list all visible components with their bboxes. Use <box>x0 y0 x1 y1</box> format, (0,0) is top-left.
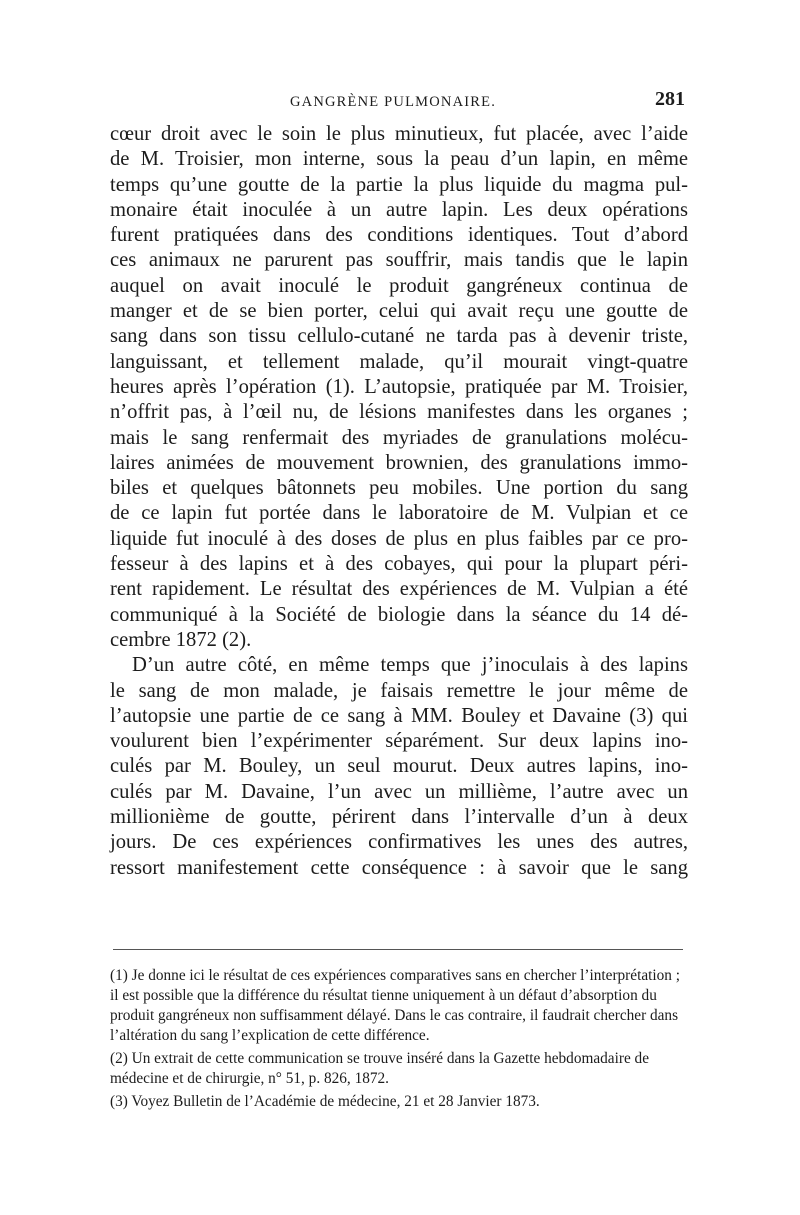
body-line: ressort manifestement cette conséquence : à savoir que le sang <box>110 856 688 879</box>
footnote: (1) Je donne ici le résultat de ces expériences comparatives sans en chercher l’interprétation ; il est possible que la différence du résultat tienne uniquement à un défaut d’absorption du produit gangréneux non suffisamment délayé. Dans le cas contraire, il faudrait chercher dans l’altération du sang l’explication de cette différence. <box>110 967 680 1044</box>
body-line: culés par M. Bouley, un seul mourut. Deux autres lapins, ino- <box>110 755 688 778</box>
footnote-divider <box>113 949 683 950</box>
page-number: 281 <box>655 88 685 110</box>
body-line: communiqué à la Société de biologie dans la séance du 14 dé- <box>110 603 688 626</box>
body-line: cembre 1872 (2). <box>110 628 252 651</box>
body-line: culés par M. Davaine, l’un avec un millième, l’autre avec un <box>110 780 688 803</box>
body-line: biles et quelques bâtonnets peu mobiles. Une portion du sang <box>110 477 688 500</box>
running-title: GANGRÈNE PULMONAIRE. <box>290 94 497 110</box>
body-line: temps qu’une goutte de la partie la plus liquide du magma pul- <box>110 173 688 196</box>
body-line: mais le sang renfermait des myriades de granulations molécu- <box>110 426 688 449</box>
body-line: de ce lapin fut portée dans le laboratoire de M. Vulpian et ce <box>110 502 688 525</box>
body-line: rent rapidement. Le résultat des expériences de M. Vulpian a été <box>110 578 688 601</box>
footnote: (3) Voyez Bulletin de l’Académie de médecine, 21 et 28 Janvier 1873. <box>110 1093 540 1110</box>
body-line: millionième de goutte, périrent dans l’intervalle d’un à deux <box>110 806 688 829</box>
body-line: laires animées de mouvement brownien, des granulations immo- <box>110 451 688 474</box>
body-line: sang dans son tissu cellulo-cutané ne tarda pas à devenir triste, <box>110 325 688 348</box>
body-line: liquide fut inoculé à des doses de plus en plus faibles par ce pro- <box>110 527 688 550</box>
body-line: jours. De ces expériences confirmatives les unes des autres, <box>110 831 688 854</box>
body-line: n’offrit pas, à l’œil nu, de lésions manifestes dans les organes ; <box>110 401 688 424</box>
body-line: ces animaux ne parurent pas souffrir, mais tandis que le lapin <box>110 249 688 272</box>
body-line: auquel on avait inoculé le produit gangréneux continua de <box>110 274 688 297</box>
body-line: heures après l’opération (1). L’autopsie, pratiquée par M. Troisier, <box>110 375 688 398</box>
body-line: le sang de mon malade, je faisais remettre le jour même de <box>110 679 688 702</box>
body-line: voulurent bien l’expérimenter séparément. Sur deux lapins ino- <box>110 730 688 753</box>
body-line: manger et de se bien porter, celui qui avait reçu une goutte de <box>110 300 688 323</box>
body-line: cœur droit avec le soin le plus minutieux, fut placée, avec l’aide <box>110 123 688 145</box>
body-line: monaire était inoculée à un autre lapin. Les deux opérations <box>110 198 688 221</box>
body-text <box>110 122 688 881</box>
body-line: l’autopsie une partie de ce sang à MM. Bouley et Davaine (3) qui <box>110 704 688 727</box>
body-line: languissant, et tellement malade, qu’il mourait vingt-quatre <box>110 350 688 373</box>
body-line: furent pratiquées dans des conditions identiques. Tout d’abord <box>110 224 688 247</box>
body-line: de M. Troisier, mon interne, sous la peau d’un lapin, en même <box>110 148 688 171</box>
body-line: D’un autre côté, en même temps que j’inoculais à des lapins <box>132 654 688 677</box>
footnote: (2) Un extrait de cette communication se trouve inséré dans la Gazette hebdomadaire de médecine et de chirurgie, n° 51, p. 826, 1872. <box>110 1050 649 1087</box>
body-line: fesseur à des lapins et à des cobayes, qui pour la plupart péri- <box>110 553 688 576</box>
page-header <box>110 88 685 118</box>
footnotes <box>110 966 688 1112</box>
